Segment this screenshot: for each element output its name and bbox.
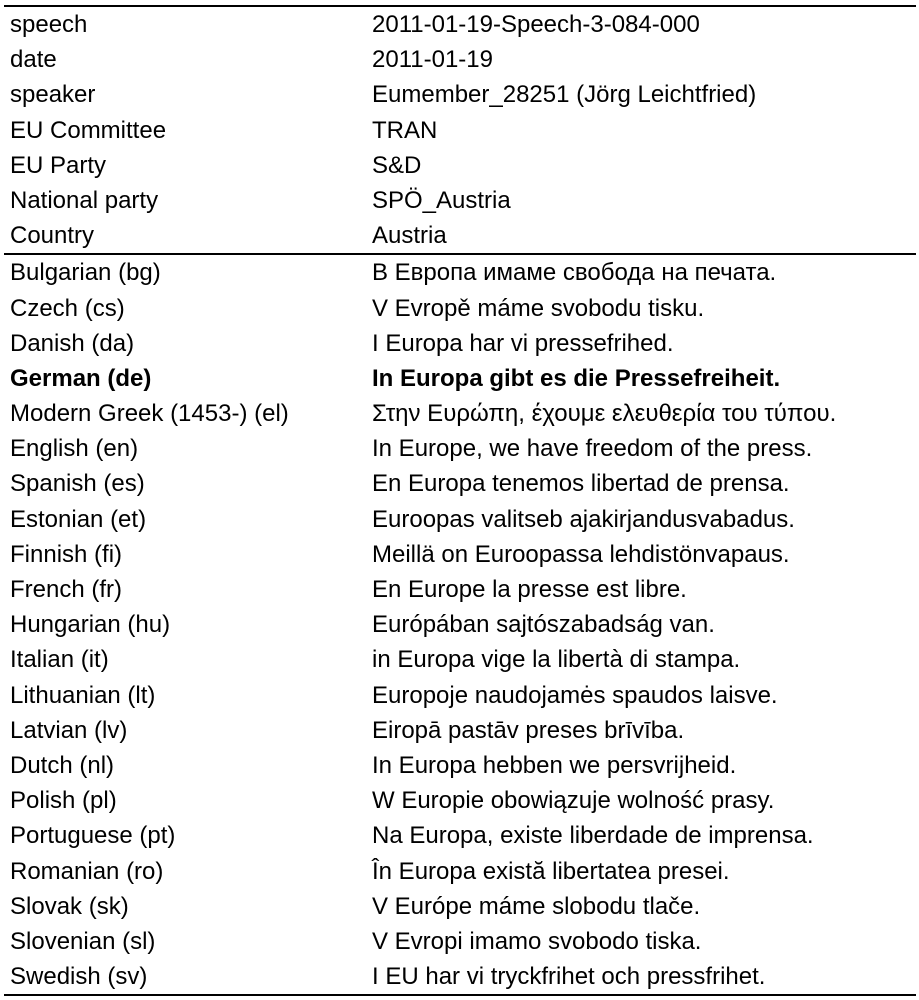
- metadata-value: S&D: [372, 151, 422, 179]
- translation-row: [4, 678, 916, 713]
- language-label: Italian (it): [10, 646, 109, 674]
- translation-text: In Europe, we have freedom of the press.: [372, 435, 813, 463]
- language-label: Bulgarian (bg): [10, 259, 161, 287]
- translation-row: [4, 607, 916, 642]
- metadata-label: speaker: [10, 81, 96, 109]
- translation-text: En Europe la presse est libre.: [372, 576, 687, 603]
- translation-text: In Europa gibt es die Pressefreiheit.: [372, 364, 781, 392]
- translation-row: [4, 326, 916, 361]
- translation-row: [4, 642, 916, 677]
- metadata-row-national-party: [4, 183, 916, 218]
- translation-row: [4, 959, 916, 994]
- metadata-label: EU Party: [10, 151, 107, 179]
- metadata-label: date: [10, 46, 57, 74]
- speech-translation-table: [4, 5, 916, 996]
- language-label: Dutch (nl): [10, 751, 115, 779]
- metadata-value: 2011-01-19-Speech-3-084-000: [372, 11, 700, 38]
- language-label: Romanian (ro): [10, 857, 164, 885]
- language-label: French (fr): [10, 576, 123, 603]
- translation-row: [4, 713, 916, 748]
- translation-text: Na Europa, existe liberdade de imprensa.: [372, 822, 814, 850]
- metadata-row-speech: [4, 7, 916, 42]
- metadata-section: [4, 7, 916, 253]
- language-label: Finnish (fi): [10, 540, 123, 568]
- metadata-value: 2011-01-19: [372, 46, 493, 74]
- translation-text: W Europie obowiązuje wolność prasy.: [372, 787, 775, 815]
- language-label: Spanish (es): [10, 470, 145, 498]
- language-label: Latvian (lv): [10, 716, 128, 744]
- translation-text: V Evropi imamo svobodo tiska.: [372, 927, 702, 955]
- translation-row: [4, 537, 916, 572]
- metadata-row-eu-committee: [4, 113, 916, 148]
- language-label: Estonian (et): [10, 505, 147, 533]
- metadata-value: Eumember_28251 (Jörg Leichtfried): [372, 81, 757, 109]
- translation-text: Στην Ευρώπη, έχουμε ελευθερία του τύπου.: [372, 400, 837, 428]
- metadata-value: TRAN: [372, 116, 438, 144]
- translation-row: [4, 396, 916, 431]
- language-label: Slovak (sk): [10, 892, 129, 920]
- metadata-row-speaker: [4, 77, 916, 112]
- translation-text: Eiropā pastāv preses brīvība.: [372, 716, 685, 744]
- translation-text: in Europa vige la libertà di stampa.: [372, 646, 741, 674]
- translation-row: [4, 255, 916, 290]
- translation-text: In Europa hebben we persvrijheid.: [372, 751, 737, 779]
- translation-row: [4, 502, 916, 537]
- language-label: Portuguese (pt): [10, 822, 176, 850]
- language-label: Danish (da): [10, 329, 135, 357]
- translation-text: В Европа имаме свобода на печата.: [372, 259, 777, 287]
- metadata-label: speech: [10, 11, 88, 38]
- translation-text: V Evropě máme svobodu tisku.: [372, 294, 705, 322]
- metadata-row-eu-party: [4, 148, 916, 183]
- metadata-value: Austria: [372, 222, 447, 250]
- translations-section: [4, 255, 916, 994]
- metadata-row-date: [4, 42, 916, 77]
- metadata-label: Country: [10, 222, 95, 250]
- translation-text: Európában sajtószabadság van.: [372, 611, 715, 639]
- translation-text: V Európe máme slobodu tlače.: [372, 892, 701, 920]
- translation-text: I Europa har vi pressefrihed.: [372, 329, 674, 357]
- translation-text: Meillä on Euroopassa lehdistönvapaus.: [372, 540, 790, 568]
- language-label: Swedish (sv): [10, 963, 148, 991]
- language-label: Polish (pl): [10, 787, 117, 815]
- translation-row: [4, 431, 916, 466]
- metadata-label: EU Committee: [10, 116, 167, 144]
- language-label: Czech (cs): [10, 294, 125, 322]
- metadata-value: SPÖ_Austria: [372, 186, 511, 214]
- language-label: Lithuanian (lt): [10, 681, 156, 709]
- language-label: Slovenian (sl): [10, 927, 156, 955]
- translation-row: [4, 748, 916, 783]
- translation-text: En Europa tenemos libertad de prensa.: [372, 470, 790, 498]
- translation-row: [4, 783, 916, 818]
- translation-row: [4, 572, 916, 607]
- translation-row: [4, 466, 916, 501]
- language-label: German (de): [10, 364, 152, 392]
- metadata-row-country: [4, 218, 916, 253]
- metadata-label: National party: [10, 186, 159, 214]
- language-label: Modern Greek (1453-) (el): [10, 400, 289, 428]
- translation-text: În Europa există libertatea presei.: [372, 857, 730, 885]
- translation-row: [4, 361, 916, 396]
- translation-row: [4, 291, 916, 326]
- language-label: English (en): [10, 435, 139, 463]
- translation-text: Europoje naudojamės spaudos laisve.: [372, 681, 778, 709]
- translation-row: [4, 854, 916, 889]
- translation-row: [4, 818, 916, 853]
- translation-row: [4, 924, 916, 959]
- translation-text: I EU har vi tryckfrihet och pressfrihet.: [372, 963, 766, 991]
- language-label: Hungarian (hu): [10, 611, 171, 639]
- bottom-rule: [4, 994, 916, 996]
- translation-text: Euroopas valitseb ajakirjandusvabadus.: [372, 505, 795, 533]
- translation-row: [4, 889, 916, 924]
